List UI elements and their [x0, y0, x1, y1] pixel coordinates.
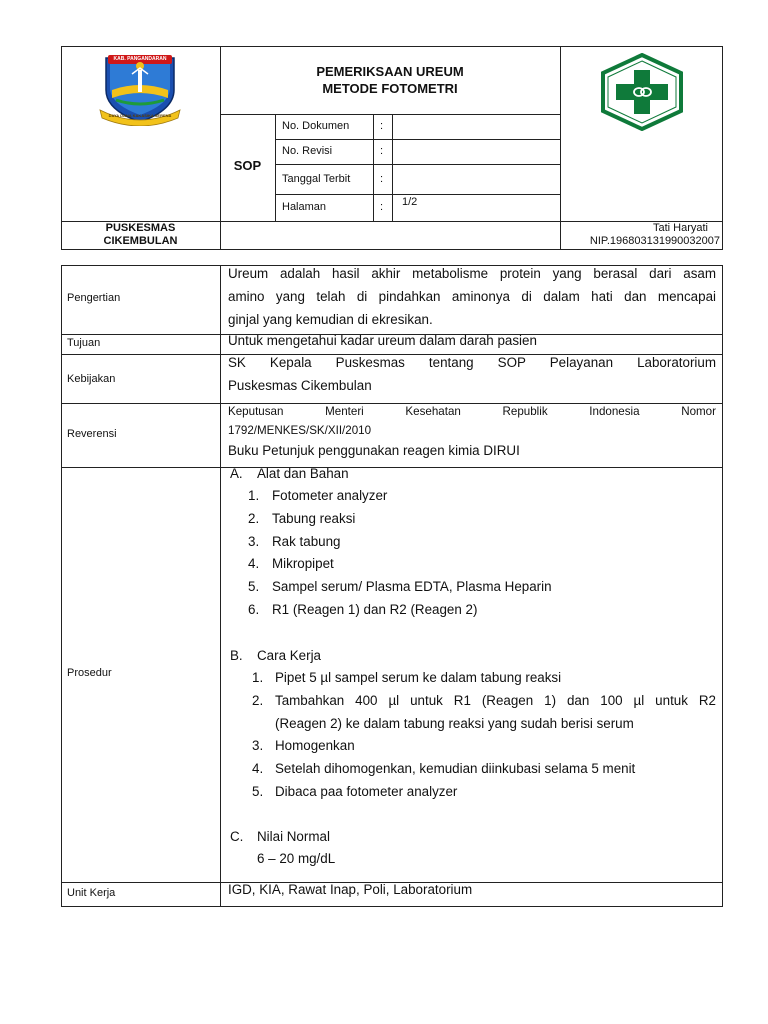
signer-block	[560, 221, 720, 248]
prosedur-c-title: Nilai Normal	[257, 829, 330, 844]
crest-banner-text: KAB. PANGANDARAN	[113, 56, 167, 62]
content-divider	[220, 265, 221, 907]
list-item: 5. Sampel serum/ Plasma EDTA, Plasma Heparin	[248, 579, 552, 595]
header-divider	[392, 114, 393, 221]
list-item: 5. Dibaca paa fotometer analyzer	[252, 783, 458, 799]
header-divider	[275, 194, 560, 195]
org-name	[61, 221, 220, 248]
page-value: 1/2	[402, 196, 418, 208]
unit-kerja-text: IGD, KIA, Rawat Inap, Poli, Laboratorium	[228, 882, 473, 897]
signer-nip: NIP.196803131990032007	[589, 235, 720, 247]
crest-ribbon-text: DAYA DANA KAKASIKA SERENA	[108, 113, 172, 118]
prosedur-b-marker: B.	[230, 648, 243, 663]
tujuan-text: Untuk mengetahui kadar ureum dalam darah pasien	[228, 333, 537, 348]
list-item: 2. Tambahkan 400 µl untuk R1 (Reagen 1) dan 100 µl untuk R2	[252, 692, 716, 708]
pengertian-line: Ureum adalah hasil akhir metabolisme protein yang berasal dari asam	[228, 266, 716, 281]
revision-colon: :	[380, 145, 384, 157]
reverensi-book: Buku Petunjuk penggunakan reagen kimia DIRUI	[228, 443, 520, 458]
prosedur-a-title: Alat dan Bahan	[257, 466, 349, 481]
pengertian-label: Pengertian	[67, 292, 121, 304]
list-item: 4. Mikropipet	[248, 556, 334, 572]
page-label: Halaman	[282, 201, 327, 213]
regional-crest-logo	[98, 52, 182, 126]
kebijakan-text	[228, 352, 716, 398]
reverensi-text	[228, 402, 716, 440]
b-list	[252, 667, 716, 804]
puskesmas-cross-icon	[599, 53, 685, 131]
kebijakan-line: SK Kepala Puskesmas tentang SOP Pelayanan Laboratorium	[228, 355, 716, 370]
pengertian-line: ginjal yang kemudian di ekresikan.	[228, 311, 433, 327]
prosedur-label: Prosedur	[67, 667, 112, 679]
kebijakan-label: Kebijakan	[67, 373, 116, 385]
prosedur-b-title: Cara Kerja	[257, 648, 322, 663]
list-item: 1. Pipet 5 µl sampel serum ke dalam tabung reaksi	[252, 670, 562, 685]
title-line-2: METODE FOTOMETRI	[322, 81, 458, 96]
page-colon: :	[380, 201, 384, 213]
list-item: 3. Homogenkan	[252, 738, 355, 754]
reverensi-label: Reverensi	[67, 428, 117, 440]
prosedur-a-marker: A.	[230, 466, 243, 481]
org-line-2: CIKEMBULAN	[103, 235, 178, 247]
header-divider	[275, 114, 276, 221]
kebijakan-line: Puskesmas Cikembulan	[228, 377, 372, 393]
reverensi-line: 1792/MENKES/SK/XII/2010	[228, 424, 372, 437]
header-divider	[560, 46, 561, 250]
list-item-continuation: (Reagen 2) ke dalam tabung reaksi yang sudah berisi serum	[275, 715, 634, 731]
document-title	[220, 63, 560, 97]
header-divider	[373, 114, 374, 221]
issue-date-label: Tanggal Terbit	[282, 173, 351, 185]
unit-kerja-label: Unit Kerja	[67, 887, 116, 899]
doc-no-colon: :	[380, 120, 384, 132]
list-item: 3. Rak tabung	[248, 533, 341, 549]
header-divider	[275, 164, 560, 165]
a-list	[248, 485, 718, 622]
doc-no-label: No. Dokumen	[282, 120, 350, 132]
org-line-1: PUSKESMAS	[105, 222, 176, 234]
header-divider	[275, 139, 560, 140]
tujuan-label: Tujuan	[67, 337, 101, 349]
title-line-1: PEMERIKSAAN UREUM	[316, 64, 464, 79]
reverensi-line: Keputusan Menteri Kesehatan Republik Indonesia Nomor	[228, 405, 716, 418]
header-divider	[220, 114, 560, 115]
prosedur-c-marker: C.	[230, 829, 244, 844]
list-item: 6. R1 (Reagen 1) dan R2 (Reagen 2)	[248, 601, 478, 617]
issue-date-colon: :	[380, 173, 384, 185]
content-divider	[61, 467, 723, 468]
list-item: 4. Setelah dihomogenkan, kemudian diinkubasi selama 5 menit	[252, 761, 636, 777]
list-item: 1. Fotometer analyzer	[248, 488, 388, 503]
list-item: 2. Tabung reaksi	[248, 510, 356, 526]
signer-name: Tati Haryati	[652, 222, 708, 234]
revision-label: No. Revisi	[282, 145, 333, 157]
pengertian-text	[228, 263, 716, 331]
pengertian-line: amino yang telah di pindahkan aminonya di dalam hati dan mencapai	[228, 288, 716, 304]
sop-label: SOP	[233, 158, 262, 173]
normal-value: 6 – 20 mg/dL	[257, 851, 336, 866]
